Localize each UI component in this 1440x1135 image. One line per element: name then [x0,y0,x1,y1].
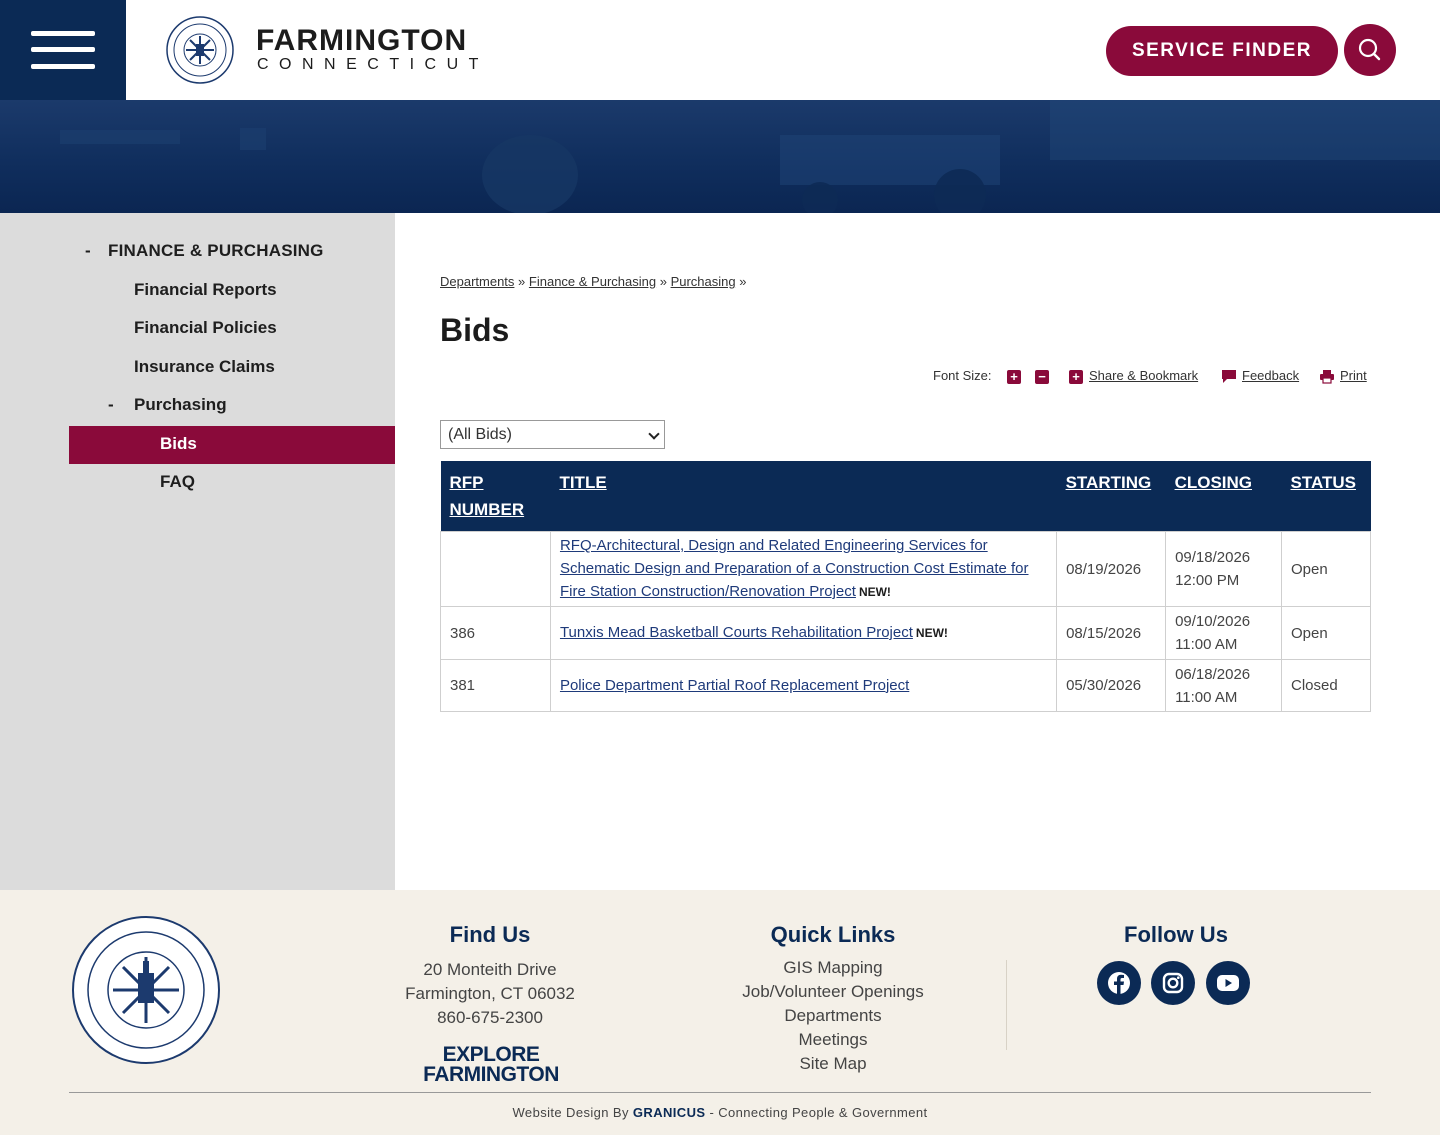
brand-subtitle: CONNECTICUT [257,56,489,73]
follow-us-heading: Follow Us [1124,922,1228,947]
footer-credit [0,1105,1440,1120]
menu-bar-icon [31,47,95,52]
town-seal-footer-logo [71,915,221,1065]
quick-link-job-volunteer[interactable]: Job/Volunteer Openings [742,982,924,1001]
hamburger-menu-button[interactable] [0,0,126,100]
closing-time: 11:00 AM [1175,688,1238,706]
status-cell: Open [1282,532,1371,607]
facebook-link[interactable] [1097,961,1141,1005]
purchasing-collapse-toggle[interactable]: - [108,395,114,414]
status-cell: Open [1282,607,1371,660]
youtube-link[interactable] [1206,961,1250,1005]
breadcrumb-purchasing[interactable]: Purchasing [670,274,736,289]
share-bookmark-text[interactable]: Share & Bookmark [1089,368,1199,383]
service-finder-button[interactable]: SERVICE FINDER [1106,26,1338,76]
feedback-text[interactable]: Feedback [1242,368,1300,383]
breadcrumb-separator: » [739,274,747,289]
bid-title-link[interactable]: Police Department Partial Roof Replacement Project [559,676,910,694]
quick-links-heading: Quick Links [770,922,896,947]
hero-banner [0,100,1440,213]
quick-link-site-map[interactable]: Site Map [799,1054,867,1073]
quick-link-gis-mapping[interactable]: GIS Mapping [783,958,883,977]
share-bookmark-link[interactable] [1089,368,1198,383]
sidebar-item-faq[interactable]: FAQ [160,472,195,491]
explore-farmington-logo[interactable] [416,1045,566,1087]
title-cell [550,660,1056,712]
breadcrumb-separator: » [518,274,526,289]
bid-title-link[interactable]: Tunxis Mead Basketball Courts Rehabilitation Project [559,624,913,641]
table-row [441,607,1371,660]
sidebar [0,213,395,890]
sidebar-item-purchasing[interactable]: Purchasing [134,395,227,414]
column-header-rfp-number[interactable] [441,461,551,532]
sidebar-section-finance-purchasing[interactable]: FINANCE & PURCHASING [108,241,324,260]
closing-date: 09/18/2026 [1175,549,1251,566]
starting-cell: 08/15/2026 [1057,607,1166,660]
instagram-link[interactable] [1151,961,1195,1005]
rfp-number-cell [441,532,551,607]
closing-time: 11:00 AM [1175,636,1238,653]
find-us-heading: Find Us [449,922,531,947]
print-link[interactable] [1340,368,1367,383]
rfp-number-cell: 381 [441,660,551,712]
bids-filter-select[interactable] [440,420,665,449]
title-header-text[interactable]: TITLE [559,473,607,492]
bids-table [440,461,1371,712]
site-header [0,0,1440,100]
share-plus-icon[interactable]: + [1069,370,1083,384]
closing-time: 12:00 PM [1175,572,1240,589]
closing-date: 06/18/2026 [1175,665,1251,683]
column-header-starting[interactable] [1057,461,1166,532]
closing-header-text[interactable]: CLOSING [1174,473,1253,492]
font-decrease-icon[interactable]: − [1035,370,1049,384]
breadcrumb [440,274,746,289]
column-header-status[interactable] [1282,461,1371,532]
print-icon[interactable] [1319,369,1335,384]
starting-cell: 05/30/2026 [1057,660,1166,712]
table-header-row [441,461,1371,532]
sidebar-item-bids[interactable]: Bids [160,434,197,453]
closing-cell [1166,532,1282,607]
footer-rule [69,1092,1371,1093]
new-badge: NEW! [858,585,891,599]
sidebar-item-financial-policies[interactable]: Financial Policies [134,318,277,337]
facebook-icon [1097,961,1141,1005]
breadcrumb-separator: » [659,274,667,289]
search-button[interactable] [1344,24,1396,76]
section-collapse-toggle[interactable]: - [85,241,91,260]
youtube-icon [1206,961,1250,1005]
quick-link-departments[interactable]: Departments [784,1006,882,1025]
explore-logo-line2: FARMINGTON [423,1063,559,1086]
address-line-2: Farmington, CT 06032 [405,984,575,1003]
menu-bar-icon [31,31,95,36]
sidebar-item-bids-active[interactable] [69,426,395,464]
page-title: Bids [440,312,510,348]
granicus-link[interactable]: GRANICUS [632,1105,706,1120]
starting-cell: 08/19/2026 [1057,532,1166,607]
credit-prefix: Website Design By [512,1105,629,1120]
feedback-link[interactable] [1242,368,1299,383]
footer-divider [1006,960,1007,1050]
print-text[interactable]: Print [1340,368,1367,383]
hero-image [0,100,1440,213]
title-cell [550,607,1056,660]
credit-suffix: - Connecting People & Government [709,1105,928,1120]
font-size-label: Font Size: [933,368,992,383]
closing-cell [1166,660,1282,712]
rfp-header-line2[interactable]: NUMBER [449,500,525,519]
town-seal-logo[interactable] [166,16,234,84]
feedback-icon[interactable] [1221,369,1237,384]
table-row [441,532,1371,607]
closing-date: 09/10/2026 [1175,613,1251,630]
rfp-header-line1[interactable]: RFP [449,473,484,492]
bids-filter-value: (All Bids) [448,425,513,443]
brand-title[interactable]: FARMINGTON [256,24,468,57]
new-badge: NEW! [915,626,948,640]
sidebar-item-insurance-claims[interactable]: Insurance Claims [134,357,275,376]
menu-bar-icon [31,64,95,69]
status-header-text[interactable]: STATUS [1290,473,1356,492]
column-header-closing[interactable] [1166,461,1282,532]
closing-cell [1166,607,1282,660]
title-cell [550,532,1056,607]
font-increase-icon[interactable]: + [1007,370,1021,384]
explore-logo-line1: EXPLORE [442,1043,540,1066]
status-cell: Closed [1282,660,1371,712]
sidebar-item-financial-reports[interactable]: Financial Reports [134,280,277,299]
search-icon [1344,24,1396,76]
starting-header-text[interactable]: STARTING [1065,473,1152,492]
address-line-1: 20 Monteith Drive [423,960,557,979]
table-row [441,660,1371,712]
bid-title-link[interactable]: RFQ-Architectural, Design and Related Engineering Services for Schematic Design and Preparation of a Construction Cost Estimate for Fire Station Construction/Renovation Project [559,537,1029,600]
chevron-down-icon [648,428,659,439]
rfp-number-cell: 386 [441,607,551,660]
instagram-icon [1151,961,1195,1005]
breadcrumb-finance-purchasing[interactable]: Finance & Purchasing [528,274,657,289]
column-header-title[interactable] [550,461,1056,532]
breadcrumb-departments[interactable]: Departments [440,274,515,289]
phone-number[interactable]: 860-675-2300 [437,1008,543,1027]
quick-link-meetings[interactable]: Meetings [798,1030,868,1049]
